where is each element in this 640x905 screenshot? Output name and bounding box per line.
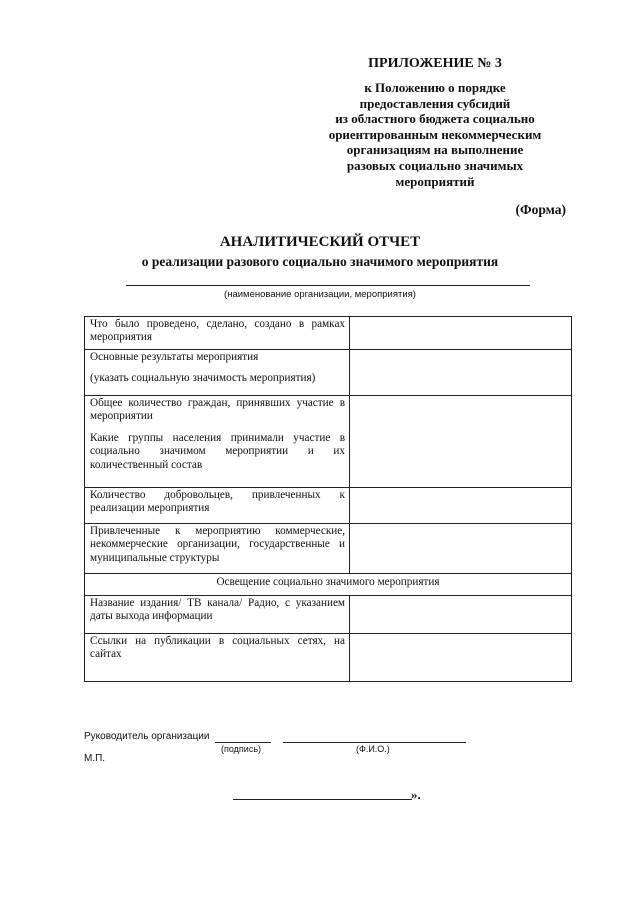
row-question: Привлеченные к мероприятию коммерческие, некоммерческие организации, государственные и муниципальные структуры: [85, 524, 350, 574]
appendix-line: к Положению о порядке: [364, 80, 506, 95]
head-label: Руководитель организации: [84, 731, 210, 742]
row-answer-cell[interactable]: [350, 596, 572, 634]
row-question-main: Общее количество граждан, принявших участие в мероприятии: [90, 397, 345, 423]
row-question: [85, 350, 350, 396]
row-question: [85, 396, 350, 488]
table-row: [85, 396, 572, 488]
row-question-note: Какие группы населения принимали участие в социально значимом мероприятии и их количественный состав: [90, 431, 345, 471]
appendix-line: разовых социально значимых: [346, 157, 524, 173]
signature-line[interactable]: [215, 742, 271, 743]
row-answer-cell[interactable]: [350, 488, 572, 524]
table-row: [85, 317, 572, 350]
date-close-quote: ».: [411, 787, 421, 802]
row-answer-cell[interactable]: [350, 317, 572, 350]
org-name-caption: (наименование организации, мероприятия): [224, 289, 416, 300]
row-question-main: Основные результаты мероприятия: [90, 351, 259, 363]
table-row: [85, 488, 572, 524]
row-answer-cell[interactable]: [350, 524, 572, 574]
appendix-title: ПРИЛОЖЕНИЕ № 3: [368, 56, 502, 71]
appendix-subtitle: [300, 80, 570, 189]
row-answer-cell[interactable]: [350, 634, 572, 682]
row-question: Ссылки на публикации в социальных сетях, на сайтах: [85, 634, 350, 682]
report-table: [84, 316, 572, 682]
row-question-note: (указать социальную значимость мероприятия): [90, 372, 316, 385]
name-line[interactable]: [283, 742, 466, 743]
org-name-line[interactable]: [126, 285, 530, 286]
table-row: [85, 350, 572, 396]
appendix-line: организациям на выполнение: [346, 142, 524, 158]
row-question: Что было проведено, сделано, создано в рамках мероприятия: [85, 317, 350, 350]
form-label: (Форма): [515, 202, 566, 217]
row-answer-cell[interactable]: [350, 396, 572, 488]
appendix-line: мероприятий: [395, 173, 475, 189]
name-caption: (Ф.И.О.): [356, 744, 390, 754]
appendix-line: из областного бюджета социально: [335, 111, 535, 127]
table-row: [85, 634, 572, 682]
report-subtitle: о реализации разового социально значимого мероприятия: [141, 254, 499, 269]
signature-caption: (подпись): [221, 744, 262, 754]
row-answer-cell[interactable]: [350, 350, 572, 396]
row-question: Количество добровольцев, привлеченных к реализации мероприятия: [85, 488, 350, 524]
section-row: [85, 574, 572, 596]
table-row: [85, 596, 572, 634]
section-title: Освещение социально значимого мероприятия: [85, 574, 572, 596]
table-row: [85, 524, 572, 574]
appendix-line: ориентированным некоммерческим: [328, 126, 542, 142]
report-title: АНАЛИТИЧЕСКИЙ ОТЧЕТ: [219, 234, 421, 250]
stamp-label: М.П.: [84, 753, 106, 764]
appendix-line: предоставления субсидий: [359, 95, 511, 111]
row-question: Название издания/ ТВ канала/ Радио, с указанием даты выхода информации: [85, 596, 350, 634]
date-line[interactable]: [233, 799, 412, 800]
